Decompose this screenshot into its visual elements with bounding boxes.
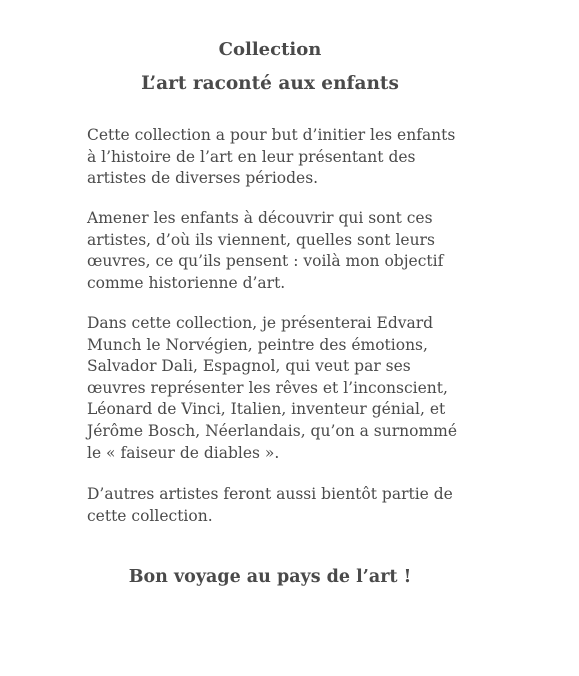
page-title: Collection	[218, 39, 322, 60]
objective-paragraph: Amener les enfants à découvrir qui sont ces artistes, d’où ils viennent, quelles sont leurs œuvres, ce qu’ils pensent : voilà mon objectif comme historienne d’art.	[87, 209, 444, 292]
intro-paragraph: Cette collection a pour but d’initier les enfants à l’histoire de l’art en leur présentant des artistes de diverses périodes.	[87, 126, 456, 188]
future-artists-paragraph: D’autres artistes feront aussi bientôt partie de cette collection.	[87, 485, 453, 525]
page-subtitle: L’art raconté aux enfants	[141, 73, 399, 94]
closing-line: Bon voyage au pays de l’art !	[128, 567, 412, 587]
artists-paragraph: Dans cette collection, je présenterai Edvard Munch le Norvégien, peintre des émotions, Salvador Dali, Espagnol, qui veut par ses œuvres représenter les rêves et l’inconscient, Léonard de Vinci, Italien, inventeur génial, et Jérôme Bosch, Néerlandais, qu’on a surnommé le « faiseur de diables ».	[87, 314, 458, 462]
